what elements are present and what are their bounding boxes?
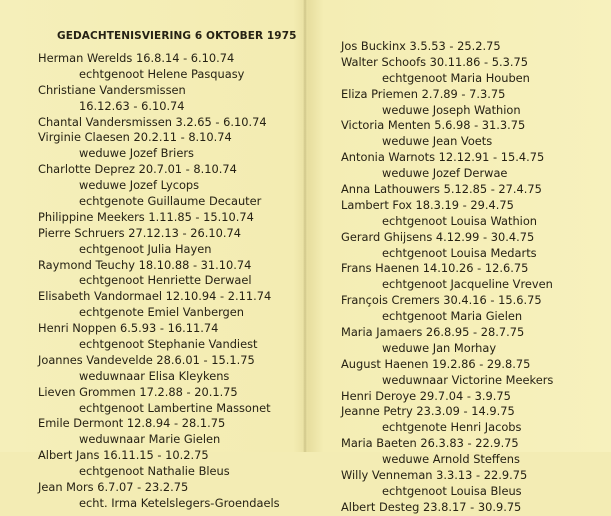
relation-line: echtgenoot Jacqueline Vreven xyxy=(382,277,553,292)
name-entry: François Cremers 30.4.16 - 15.6.75 xyxy=(341,293,542,308)
relation-line: echtgenote Guillaume Decauter xyxy=(79,194,262,209)
name-entry: Lambert Fox 18.3.19 - 29.4.75 xyxy=(341,197,514,212)
relation-line: weduwe Jozef Derwae xyxy=(382,166,508,181)
name-entry: Maria Baeten 26.3.83 - 22.9.75 xyxy=(341,436,519,451)
relation-line: weduwe Joseph Wathion xyxy=(382,102,521,117)
name-entry: Gerard Ghijsens 4.12.99 - 30.4.75 xyxy=(341,229,535,244)
name-entry: Herman Werelds 16.8.14 - 6.10.74 xyxy=(38,51,235,65)
name-entry: Pierre Schruers 27.12.13 - 26.10.74 xyxy=(38,225,241,240)
relation-line: echtgenoot Maria Gielen xyxy=(382,309,523,324)
name-entry: Victoria Menten 5.6.98 - 31.3.75 xyxy=(341,118,526,133)
relation-line: echtgenoot Henriette Derwael xyxy=(79,273,252,288)
relation-line: echtgenoot Maria Houben xyxy=(382,70,530,85)
name-entry: Virginie Claesen 20.2.11 - 8.10.74 xyxy=(38,130,232,145)
relation-line: echtgenoot Nathalie Bleus xyxy=(79,464,230,479)
relation-line: weduwe Jozef Briers xyxy=(79,146,194,161)
name-entry: Willy Venneman 3.3.13 - 22.9.75 xyxy=(341,468,528,483)
name-entry: Anna Lathouwers 5.12.85 - 27.4.75 xyxy=(341,182,542,197)
relation-line: weduwe Arnold Steffens xyxy=(382,452,520,467)
left-column-list xyxy=(38,51,280,512)
page-title: GEDACHTENISVIERING 6 OKTOBER 1975 xyxy=(57,30,297,42)
relation-line: 16.12.63 - 6.10.74 xyxy=(79,98,185,113)
relation-line: weduwe Jozef Lycops xyxy=(79,178,200,193)
relation-line: weduwnaar Elisa Kleykens xyxy=(79,368,230,383)
relation-line: echtgenoot Helene Pasquasy xyxy=(79,66,245,81)
relation-line: echtgenoot Stephanie Vandiest xyxy=(79,337,258,352)
name-entry: August Haenen 19.2.86 - 29.8.75 xyxy=(341,356,531,371)
name-entry: Lieven Grommen 17.2.88 - 20.1.75 xyxy=(38,384,238,399)
name-entry: Jeanne Petry 23.3.09 - 14.9.75 xyxy=(341,404,515,419)
relation-line: echtgenote Henri Jacobs xyxy=(382,420,522,435)
relation-line: echtgenoot Louisa Bleus xyxy=(382,483,522,498)
name-entry: Elisabeth Vandormael 12.10.94 - 2.11.74 xyxy=(38,289,272,304)
relation-line: echtgenoot Julia Hayen xyxy=(79,241,212,256)
right-column-list xyxy=(341,39,553,516)
name-entry: Charlotte Deprez 20.7.01 - 8.10.74 xyxy=(38,162,237,177)
name-entry: Chantal Vandersmissen 3.2.65 - 6.10.74 xyxy=(38,114,267,129)
name-entry: Raymond Teuchy 18.10.88 - 31.10.74 xyxy=(38,257,252,272)
name-entry: Henri Deroye 29.7.04 - 3.9.75 xyxy=(341,388,511,403)
name-entry: Walter Schoofs 30.11.86 - 5.3.75 xyxy=(341,54,528,69)
page-fold xyxy=(303,0,307,452)
relation-line: echtgenoot Louisa Medarts xyxy=(382,245,537,260)
name-entry: Emile Dermont 12.8.94 - 28.1.75 xyxy=(38,416,226,431)
name-entry: Philippine Meekers 1.11.85 - 15.10.74 xyxy=(38,209,254,224)
name-entry: Maria Jamaers 26.8.95 - 28.7.75 xyxy=(341,325,525,340)
name-entry: Albert Desteg 23.8.17 - 30.9.75 xyxy=(341,499,522,514)
name-entry: Eliza Priemen 2.7.89 - 7.3.75 xyxy=(341,86,506,101)
name-entry: Jean Mors 6.7.07 - 23.2.75 xyxy=(38,480,189,495)
relation-line: weduwe Jan Morhay xyxy=(382,340,497,355)
relation-line: weduwe Jean Voets xyxy=(382,134,493,149)
name-entry: Christiane Vandersmissen xyxy=(38,82,186,97)
name-entry: Albert Jans 16.11.15 - 10.2.75 xyxy=(38,448,209,463)
name-entry: Henri Noppen 6.5.93 - 16.11.74 xyxy=(38,321,219,336)
name-entry: Antonia Warnots 12.12.91 - 15.4.75 xyxy=(341,150,545,165)
relation-line: weduwnaar Marie Gielen xyxy=(79,432,221,447)
name-entry: Frans Haenen 14.10.26 - 12.6.75 xyxy=(341,261,529,276)
relation-line: echt. Irma Ketelslegers-Groendaels xyxy=(79,495,280,510)
relation-line: weduwnaar Victorine Meekers xyxy=(382,372,554,387)
relation-line: echtgenoot Lambertine Massonet xyxy=(79,400,271,415)
relation-line: echtgenoot Louisa Wathion xyxy=(382,213,538,228)
relation-line: echtgenote Emiel Vanbergen xyxy=(79,305,245,320)
name-entry: Joannes Vandevelde 28.6.01 - 15.1.75 xyxy=(38,352,255,367)
name-entry: Jos Buckinx 3.5.53 - 25.2.75 xyxy=(341,39,501,53)
